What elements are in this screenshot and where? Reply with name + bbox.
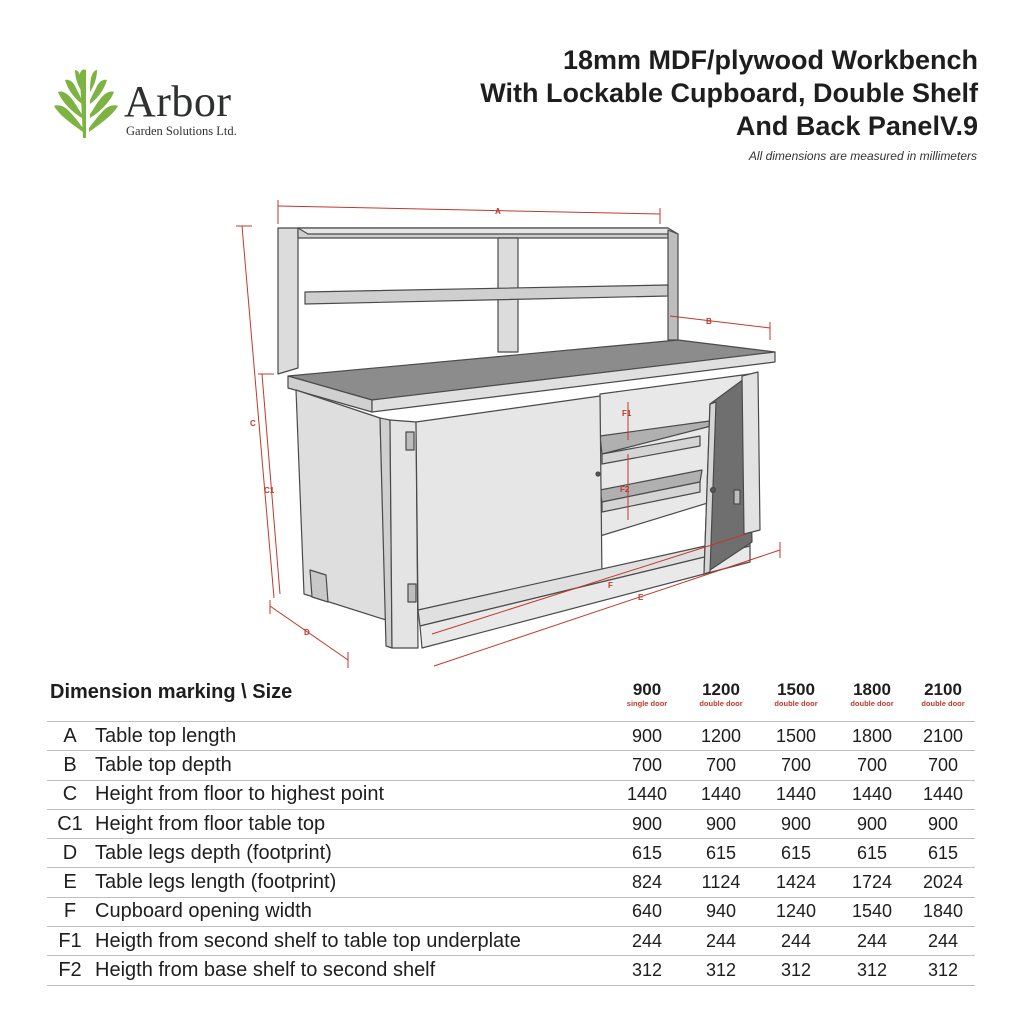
dimension-value: 940 — [683, 897, 759, 926]
dimension-value: 1124 — [683, 868, 759, 897]
title-line: With Lockable Cupboard, Double Shelf — [480, 78, 978, 108]
dimension-value: 1440 — [683, 780, 759, 809]
door-type: double door — [699, 699, 743, 708]
dimension-value: 1200 — [683, 722, 759, 751]
dimension-value: 900 — [611, 809, 683, 838]
table-header-label: Dimension marking \ Size — [50, 681, 293, 703]
dimension-value: 615 — [833, 839, 911, 868]
dimension-value: 244 — [759, 927, 833, 956]
dimension-value: 312 — [611, 956, 683, 985]
size-value: 1800 — [853, 680, 891, 699]
dimension-value: 640 — [611, 897, 683, 926]
title-line: 18mm MDF/plywood Workbench — [562, 45, 978, 75]
dimension-value: 244 — [611, 927, 683, 956]
size-value: 900 — [632, 680, 662, 699]
dimension-value: 1440 — [611, 780, 683, 809]
table-row — [47, 780, 975, 809]
dimension-code: E — [47, 868, 93, 897]
dim-label-f: F — [608, 581, 613, 590]
dimension-value: 700 — [759, 751, 833, 780]
size-value: 1200 — [702, 680, 740, 699]
dimension-description: Cupboard opening width — [93, 897, 611, 926]
dimension-value: 700 — [683, 751, 759, 780]
dimension-value: 312 — [759, 956, 833, 985]
table-row — [47, 868, 975, 897]
dimension-value: 1540 — [833, 897, 911, 926]
dimension-value: 1440 — [833, 780, 911, 809]
dimension-value: 312 — [683, 956, 759, 985]
dimension-value: 900 — [911, 809, 975, 838]
dimension-value: 1440 — [911, 780, 975, 809]
dimension-code: A — [47, 722, 93, 751]
dimension-code: F2 — [47, 956, 93, 985]
brand-tagline: Garden Solutions Ltd. — [126, 124, 237, 138]
dimension-value: 1840 — [911, 897, 975, 926]
dim-label-f1: F1 — [622, 409, 632, 418]
dimension-value: 900 — [759, 809, 833, 838]
table-row — [47, 809, 975, 838]
dimension-description: Heigth from base shelf to second shelf — [93, 956, 611, 985]
dimension-code: B — [47, 751, 93, 780]
dimension-value: 2024 — [911, 868, 975, 897]
dimension-code: C1 — [47, 809, 93, 838]
size-value: 1500 — [777, 680, 815, 699]
dimension-value: 700 — [611, 751, 683, 780]
brand-logo — [52, 62, 272, 142]
size-column-header — [759, 678, 833, 722]
table-row — [47, 751, 975, 780]
dimension-description: Table top length — [93, 722, 611, 751]
dimension-code: D — [47, 839, 93, 868]
table-row — [47, 927, 975, 956]
dimension-value: 1724 — [833, 868, 911, 897]
dimension-code: F1 — [47, 927, 93, 956]
table-body — [47, 722, 975, 986]
dim-label-c: C — [250, 419, 256, 428]
table-row — [47, 722, 975, 751]
workbench-drawing — [230, 190, 790, 680]
dimension-value: 244 — [833, 927, 911, 956]
dimension-description: Table top depth — [93, 751, 611, 780]
dimension-value: 824 — [611, 868, 683, 897]
dimension-code: C — [47, 780, 93, 809]
table-row — [47, 839, 975, 868]
dimension-value: 312 — [911, 956, 975, 985]
dim-label-b: B — [706, 317, 712, 326]
dim-label-e: E — [638, 593, 644, 602]
dimension-value: 312 — [833, 956, 911, 985]
size-column-header — [683, 678, 759, 722]
dimension-value: 1800 — [833, 722, 911, 751]
brand-name: Arbor — [124, 77, 232, 126]
dim-label-a: A — [495, 207, 501, 216]
dimension-description: Heigth from second shelf to table top underplate — [93, 927, 611, 956]
size-column-header — [911, 678, 975, 722]
dimension-value: 900 — [683, 809, 759, 838]
dim-label-c1: C1 — [264, 486, 275, 495]
dimension-value: 1440 — [759, 780, 833, 809]
dimension-value: 900 — [611, 722, 683, 751]
size-column-header — [611, 678, 683, 722]
table-row — [47, 897, 975, 926]
dimension-value: 615 — [611, 839, 683, 868]
dimension-table-container — [47, 678, 975, 986]
size-column-header — [833, 678, 911, 722]
dimension-description: Height from floor table top — [93, 809, 611, 838]
dimension-code: F — [47, 897, 93, 926]
leaf-icon — [52, 62, 120, 140]
dimension-value: 615 — [911, 839, 975, 868]
dim-label-d: D — [304, 628, 310, 637]
dimension-description: Table legs depth (footprint) — [93, 839, 611, 868]
dimension-value: 1424 — [759, 868, 833, 897]
dimension-value: 1500 — [759, 722, 833, 751]
dimension-table — [47, 678, 975, 986]
page-title — [480, 44, 978, 143]
dimension-value: 2100 — [911, 722, 975, 751]
dimension-value: 244 — [683, 927, 759, 956]
door-type: single door — [626, 699, 668, 708]
dimension-value: 900 — [833, 809, 911, 838]
door-type: double door — [850, 699, 894, 708]
table-header-row — [47, 678, 975, 722]
dimension-value: 244 — [911, 927, 975, 956]
dimension-description: Height from floor to highest point — [93, 780, 611, 809]
title-line: And Back PanelV.9 — [735, 111, 978, 141]
dimension-description: Table legs length (footprint) — [93, 868, 611, 897]
dimension-value: 700 — [833, 751, 911, 780]
dimension-value: 700 — [911, 751, 975, 780]
dimension-value: 615 — [683, 839, 759, 868]
table-row — [47, 956, 975, 985]
workbench-illustration — [278, 228, 775, 648]
door-type: double door — [774, 699, 818, 708]
door-type: double door — [921, 699, 965, 708]
dim-label-f2: F2 — [620, 485, 630, 494]
dimension-value: 1240 — [759, 897, 833, 926]
units-note: All dimensions are measured in millimeters — [748, 149, 977, 163]
size-value: 2100 — [924, 680, 962, 699]
dimension-value: 615 — [759, 839, 833, 868]
